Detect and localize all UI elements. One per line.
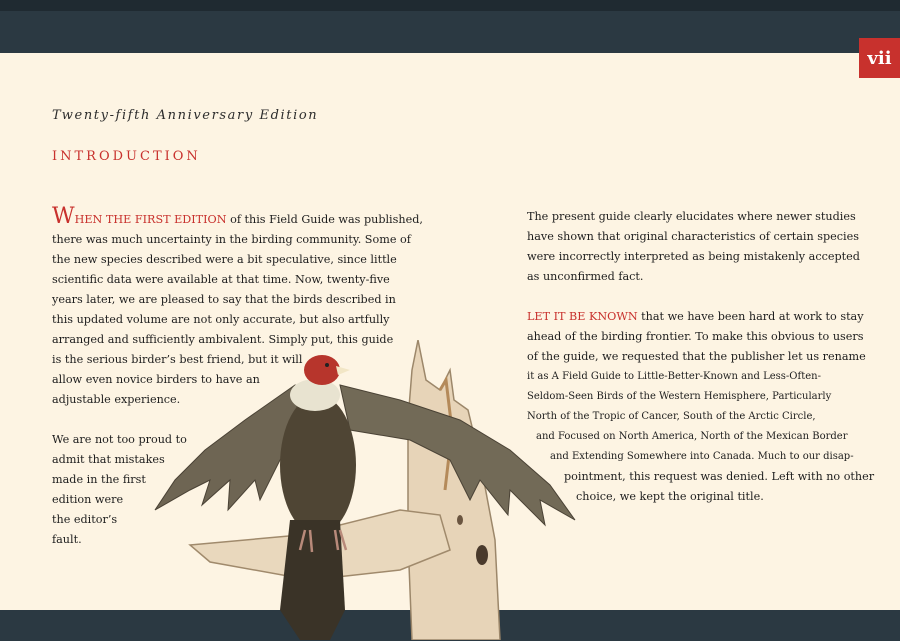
right-line: ahead of the birding frontier. To make this obvious to users xyxy=(527,330,864,343)
left-line: the editor’s xyxy=(52,513,118,526)
right-line: as unconfirmed fact. xyxy=(527,270,644,283)
section-heading: INTRODUCTION xyxy=(52,149,201,164)
page-number: vii xyxy=(859,38,900,78)
right-line: The present guide clearly elucidates where newer studies xyxy=(527,210,856,223)
left-line: the new species described were a bit speculative, since little xyxy=(52,253,397,266)
lead-in: HEN THE FIRST EDITION xyxy=(74,213,227,226)
right-line: LET IT BE KNOWN that we have been hard at work to stay xyxy=(527,310,864,323)
header-band xyxy=(0,11,900,53)
left-line: years later, we are pleased to say that the birds described in xyxy=(52,293,396,306)
left-line: is the serious birder’s best friend, but it will xyxy=(52,353,303,366)
left-line: this updated volume are not only accurate, but also artfully xyxy=(52,313,390,326)
right-line: choice, we kept the original title. xyxy=(576,490,764,503)
right-line: Seldom-Seen Birds of the Western Hemisphere, Particularly xyxy=(527,391,832,402)
paragraph-gap xyxy=(527,287,874,307)
right-line: and Extending Somewhere into Canada. Much to our disap- xyxy=(550,451,854,462)
right-column xyxy=(527,207,874,507)
right-line: were incorrectly interpreted as being mistakenly accepted xyxy=(527,250,860,263)
vulture-illustration xyxy=(150,340,580,640)
left-line: made in the first xyxy=(52,473,146,486)
left-line: scientific data were available at that time. Now, twenty-five xyxy=(52,273,390,286)
left-line: adjustable experience. xyxy=(52,393,181,406)
right-line: North of the Tropic of Cancer, South of the Arctic Circle, xyxy=(527,411,816,422)
left-line: We are not too proud to xyxy=(52,433,187,446)
right-line: it as A Field Guide to Little-Better-Known and Less-Often- xyxy=(527,371,821,382)
left-line: admit that mistakes xyxy=(52,453,165,466)
right-line: have shown that original characteristics of certain species xyxy=(527,230,859,243)
left-line: fault. xyxy=(52,533,82,546)
edition-subtitle: Twenty-fifth Anniversary Edition xyxy=(52,108,319,123)
left-line-1: WHEN THE FIRST EDITION of this Field Guide was published, xyxy=(52,204,423,229)
right-line: pointment, this request was denied. Left with no other xyxy=(564,470,875,483)
left-line: arranged and sufficiently ambivalent. Simply put, this guide xyxy=(52,333,394,346)
left-line: edition were xyxy=(52,493,124,506)
drop-cap: W xyxy=(52,204,75,229)
lead-in: LET IT BE KNOWN xyxy=(527,310,638,323)
top-edge xyxy=(0,0,900,11)
right-line: and Focused on North America, North of the Mexican Border xyxy=(536,431,848,442)
left-line: allow even novice birders to have an xyxy=(52,373,260,386)
right-line: of the guide, we requested that the publisher let us rename xyxy=(527,350,866,363)
left-line: there was much uncertainty in the birding community. Some of xyxy=(52,233,411,246)
